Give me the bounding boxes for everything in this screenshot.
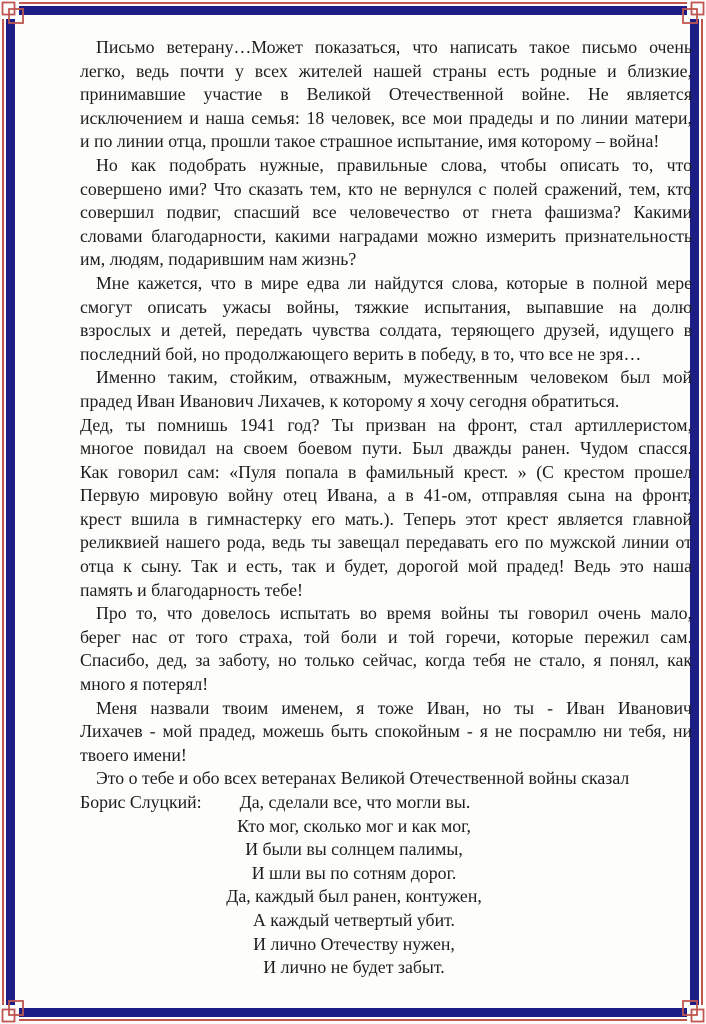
quote-attribution-line xyxy=(80,791,692,815)
text-line: Первую мировую войну отец Ивана, а в 41-ом, отправляя сына на фронт, xyxy=(80,485,692,506)
text-line: берег нас от того страха, той боли и той горечи, которые пережил сам. xyxy=(80,626,692,647)
text-line: Про то, что довелось испытать во время войны ты говорил очень мало, xyxy=(96,603,692,624)
text-line: Меня назвали твоим именем, я тоже Иван, но ты - Иван Иванович xyxy=(96,697,692,718)
text-line: Лихачев - мой прадед, можешь быть спокойным - я не посрамлю ни тебя, ни xyxy=(80,721,692,742)
text-line: взрослых и детей, передать чувства солдата, теряющего друзей, идущего в xyxy=(80,320,692,341)
corner-ornament-bottom-right-icon xyxy=(678,996,706,1024)
document-body xyxy=(80,36,692,980)
poem-line: Да, сделали все, что могли вы. xyxy=(239,792,471,812)
text-line: Именно таким, стойким, отважным, мужественным человеком был мой xyxy=(96,367,692,388)
text-line: многое повидал на своем боевом пути. Был дважды ранен. Чудом спасся. xyxy=(80,438,692,459)
poem-line: И лично не будет забыт. xyxy=(263,957,445,978)
poem-line: Кто мог, сколько мог и как мог, xyxy=(237,815,471,836)
text-line: им, людям, подарившим нам жизнь? xyxy=(80,249,357,270)
text-line: совершил подвиг, спасший все человечество от гнета фашизма? Какими xyxy=(80,202,692,223)
poem-line: Да, каждый был ранен, контужен, xyxy=(226,886,482,907)
quote-author-label: Борис Слуцкий: xyxy=(80,792,202,812)
poem-line: И были вы солнцем палимы, xyxy=(245,839,463,860)
text-line: совершено ими? Что сказать тем, кто не вернулся с полей сражений, тем, кто xyxy=(80,178,692,199)
text-line: словами благодарности, какими наградами можно измерить признательность xyxy=(80,225,692,246)
text-line: твоего имени! xyxy=(80,744,187,765)
text-line: Мне кажется, что в мире едва ли найдутся слова, которые в полной мере xyxy=(96,272,692,293)
text-line: реликвией нашего рода, ведь ты завещал передавать его по мужской линии от xyxy=(80,532,692,553)
poem-block xyxy=(80,815,628,980)
text-line: смогут описать ужасы войны, тяжкие испытания, выпавшие на долю xyxy=(80,296,692,317)
text-line: память и благодарность тебе! xyxy=(80,579,303,600)
corner-ornament-bottom-left-icon xyxy=(0,996,28,1024)
text-line: Это о тебе и обо всех ветеранах Великой Отечественной войны сказал xyxy=(96,768,630,789)
text-line: Письмо ветерану…Может показаться, что написать такое письмо очень xyxy=(96,37,692,57)
text-line: крест вшила в гимнастерку его мать.). Теперь этот крест является главной xyxy=(80,508,692,529)
corner-ornament-top-left-icon xyxy=(0,0,28,28)
poem-line: И лично Отечеству нужен, xyxy=(253,933,455,954)
poem-line: А каждый четвертый убит. xyxy=(252,909,455,930)
text-line: легко, ведь почти у всех жителей нашей страны есть родные и близкие, xyxy=(80,60,692,81)
text-line: много я потерял! xyxy=(80,674,209,695)
text-line: последний бой, но продолжающего верить в победу, в то, что все не зря… xyxy=(80,343,642,364)
text-line: исключением и наша семья: 18 человек, все мои прадеды и по линии матери, xyxy=(80,107,692,128)
text-line: отца к сыну. Так и есть, так и будет, дорогой мой прадед! Ведь это наша xyxy=(80,556,692,577)
text-line: Но как подобрать нужные, правильные слова, чтобы описать то, что xyxy=(96,154,692,175)
corner-ornament-top-right-icon xyxy=(678,0,706,28)
text-line: Спасибо, дед, за заботу, но только сейчас, когда тебя не стало, я понял, как xyxy=(80,650,692,671)
text-line: принимавшие участие в Великой Отечественной войне. Не является xyxy=(80,84,692,105)
text-line: Дед, ты помнишь 1941 год? Ты призван на фронт, стал артиллеристом, xyxy=(80,414,692,435)
poem-line: И шли вы по сотням дорог. xyxy=(251,862,457,883)
text-line: и по линии отца, прошли такое страшное испытание, имя которому – война! xyxy=(80,131,660,152)
text-line: Как говорил сам: «Пуля попала в фамильный крест. » (С крестом прошел xyxy=(80,461,692,482)
text-line: прадед Иван Иванович Лихачев, к которому я хочу сегодня обратиться. xyxy=(80,390,620,411)
